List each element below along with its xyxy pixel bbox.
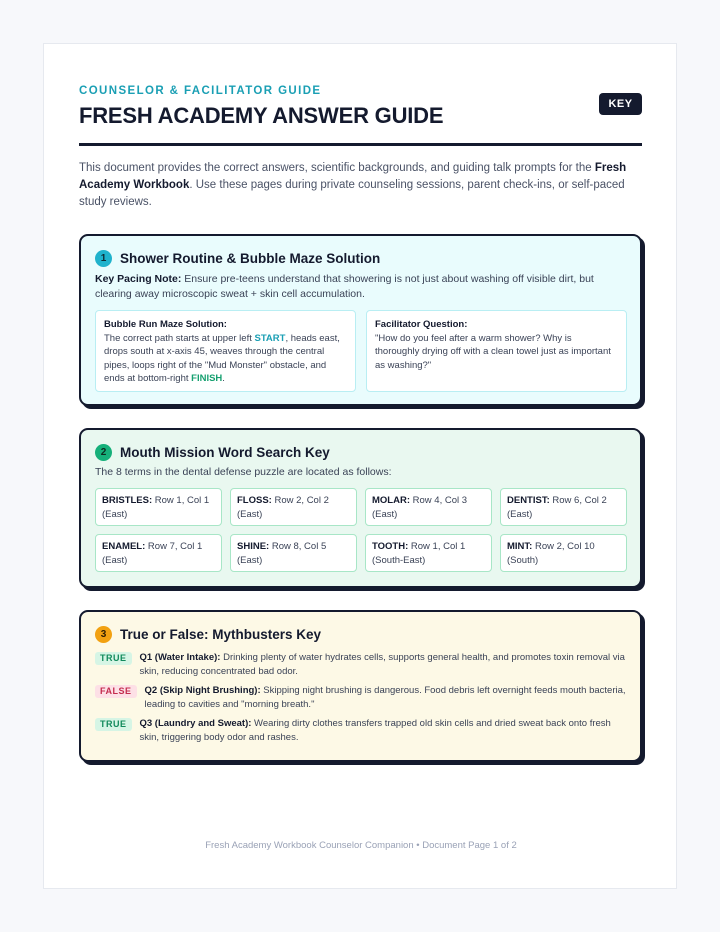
section-shower-routine [79,234,642,406]
section-title: Mouth Mission Word Search Key [120,444,330,460]
pacing-note-label: Key Pacing Note: [95,273,182,285]
word-location-cell [230,534,357,572]
myth-answer-text [140,651,631,678]
guide-eyebrow: COUNSELOR & FACILITATOR GUIDE [79,85,322,97]
word-location-cell [230,488,357,526]
maze-text-c: . [222,373,225,384]
section-header [95,443,330,461]
maze-text-b: , heads east, drops south at x-axis 45, weaves through the central pipes, loops right of the "Mud Monster" obstacle, and ends at bottom-right [104,332,340,384]
term-word: BRISTLES: [102,495,153,506]
term-word: MOLAR: [372,495,410,506]
word-location-cell [500,534,627,572]
true-badge: TRUE [95,718,132,731]
pacing-note [95,272,630,302]
word-location-cell [365,488,492,526]
term-word: TOOTH: [372,541,409,552]
section-number-badge: 2 [95,444,112,461]
false-badge: FALSE [95,685,137,698]
term-location: Row 1, Col 1 (East) [102,495,210,520]
term-location: Row 2, Col 2 (East) [237,495,329,520]
myth-answer-text [140,717,631,744]
term-word: FLOSS: [237,495,272,506]
term-word: DENTIST: [507,495,550,506]
section-number-badge: 3 [95,626,112,643]
word-search-note: The 8 terms in the dental defense puzzle are located as follows: [95,466,392,478]
myth-question-label: Q3 (Laundry and Sweat): [139,718,252,729]
word-location-cell [365,534,492,572]
true-badge: TRUE [95,652,132,665]
section-word-search [79,428,642,588]
page-title: FRESH ACADEMY ANSWER GUIDE [79,103,444,128]
section-header [95,625,321,643]
key-badge: KEY [599,93,642,115]
intro-text-a: This document provides the correct answers, scientific backgrounds, and guiding talk prompts for the [79,162,595,174]
term-location: Row 4, Col 3 (East) [372,495,468,520]
maze-text-a: The correct path starts at upper left [104,332,255,344]
term-location: Row 2, Col 10 (South) [507,541,595,566]
term-word: SHINE: [237,541,270,552]
term-location: Row 6, Col 2 (East) [507,495,607,520]
title-divider [79,143,642,146]
term-location: Row 1, Col 1 (South-East) [372,541,466,566]
intro-text-b: . Use these pages during private counseling sessions, parent check-ins, or self-paced study reviews. [79,179,625,208]
facilitator-question-title: Facilitator Question: [375,319,468,330]
word-location-cell [500,488,627,526]
section-header [95,249,380,267]
section-title: True or False: Mythbusters Key [120,626,322,642]
maze-solution-title: Bubble Run Maze Solution: [104,319,227,330]
myth-question-label: Q2 (Skip Night Brushing): [144,685,261,696]
maze-start-label: START [254,332,286,344]
term-word: ENAMEL: [102,541,146,552]
myth-explanation: Wearing dirty clothes transfers trapped old skin cells and dried sweat back onto fresh skin, triggering body odor and rashes. [139,718,611,743]
maze-finish-label: FINISH [191,373,223,384]
page-footer: Fresh Academy Workbook Counselor Companion • Document Page 1 of 2 [205,840,517,851]
section-mythbusters [79,610,642,762]
word-location-grid [95,488,627,572]
myth-answer-row [95,684,630,711]
pacing-note-text: Ensure pre-teens understand that showering is not just about washing off visible dirt, but clearing away microscopic sweat + skin cell accumulation. [95,273,594,300]
section-title: Shower Routine & Bubble Maze Solution [120,250,381,266]
intro-workbook-name: Fresh Academy Workbook [79,162,627,191]
myth-question-label: Q1 (Water Intake): [139,652,221,663]
myth-explanation: Drinking plenty of water hydrates cells, supports general health, and promotes toxin removal via skin, reducing concentrated bad odor. [139,652,625,677]
section-number-badge: 1 [95,250,112,267]
myth-explanation: Skipping night brushing is dangerous. Food debris left overnight feeds mouth bacteria, leading to cavities and "morning breath." [144,685,626,710]
answer-guide-page [43,43,677,889]
word-location-cell [95,488,222,526]
facilitator-question-text: "How do you feel after a warm shower? Why is thoroughly drying off with a clean towel just as important as washing?" [375,332,611,371]
intro-paragraph [79,160,642,211]
term-location: Row 7, Col 1 (East) [102,541,203,566]
term-location: Row 8, Col 5 (East) [237,541,327,566]
facilitator-question-box [366,310,627,392]
myth-answer-text [145,684,630,711]
word-location-cell [95,534,222,572]
maze-solution-box [95,310,356,392]
myth-answer-row [95,717,630,744]
term-word: MINT: [507,541,533,552]
myth-answer-row [95,651,630,678]
